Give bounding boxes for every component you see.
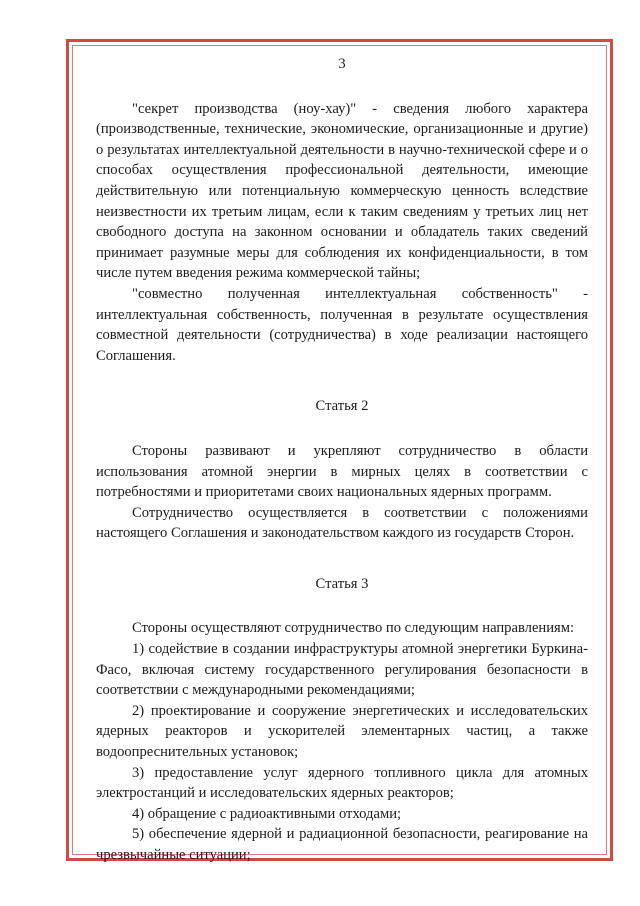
document-page bbox=[96, 54, 588, 866]
article-3-item: 4) обращение с радиоактивными отходами; bbox=[132, 805, 402, 822]
page-number: 3 bbox=[338, 56, 346, 72]
article-3-item: 1) содействие в создании инфраструктуры атомной энергетики Буркина-Фасо, включая систему государственного регулирования безопасности в соответствии с международными рекомендациями; bbox=[96, 641, 588, 699]
spacer bbox=[96, 366, 588, 396]
article-3-item: 3) предоставление услуг ядерного топливного цикла для атомных электростанций и исследовательских ядерных реакторов; bbox=[96, 764, 588, 802]
definition-know-how: "секрет производства (ноу-хау)" - сведения любого характера (производственные, технические, экономические, организационные и другие) о результатах интеллектуальной деятельности в научно-технической сфере и о способах осуществления профессиональной деятельности, имеющие действительную или потенциальную коммерческую ценность вследствие неизвестности их третьим лицам, если к таким сведениям у третьих лиц нет свободного доступа на законном основании и обладатель таких сведений принимает разумные меры для соблюдения их конфиденциальности, в том числе путем введения режима коммерческой тайны; bbox=[96, 100, 588, 282]
spacer bbox=[96, 594, 588, 618]
article-2-heading: Статья 2 bbox=[315, 398, 369, 415]
article-3-item: 5) обеспечение ядерной и радиационной безопасности, реагирование на чрезвычайные ситуации; bbox=[96, 826, 588, 863]
article-3-heading: Статья 3 bbox=[315, 575, 369, 592]
article-2-paragraph: Стороны развивают и укрепляют сотрудничество в области использования атомной энергии в мирных целях в соответствии с потребностями и приоритетами своих национальных ядерных программ. bbox=[96, 442, 588, 501]
spacer bbox=[96, 544, 588, 574]
article-2-paragraph: Сотрудничество осуществляется в соответствии с положениями настоящего Соглашения и законодательством каждого из государств Сторон. bbox=[96, 504, 588, 542]
spacer bbox=[96, 417, 588, 441]
article-3-intro: Стороны осуществляют сотрудничество по следующим направлениям: bbox=[132, 620, 575, 637]
definition-joint-ip: "совместно полученная интеллектуальная собственность" - интеллектуальная собственность, полученная в результате осуществления совместной деятельности (сотрудничества) в ходе реализации настоящего Соглашения. bbox=[96, 285, 588, 364]
article-3-item: 2) проектирование и сооружение энергетических и исследовательских ядерных реакторов и ускорителей элементарных частиц, а также водоопреснительных установок; bbox=[96, 702, 588, 761]
